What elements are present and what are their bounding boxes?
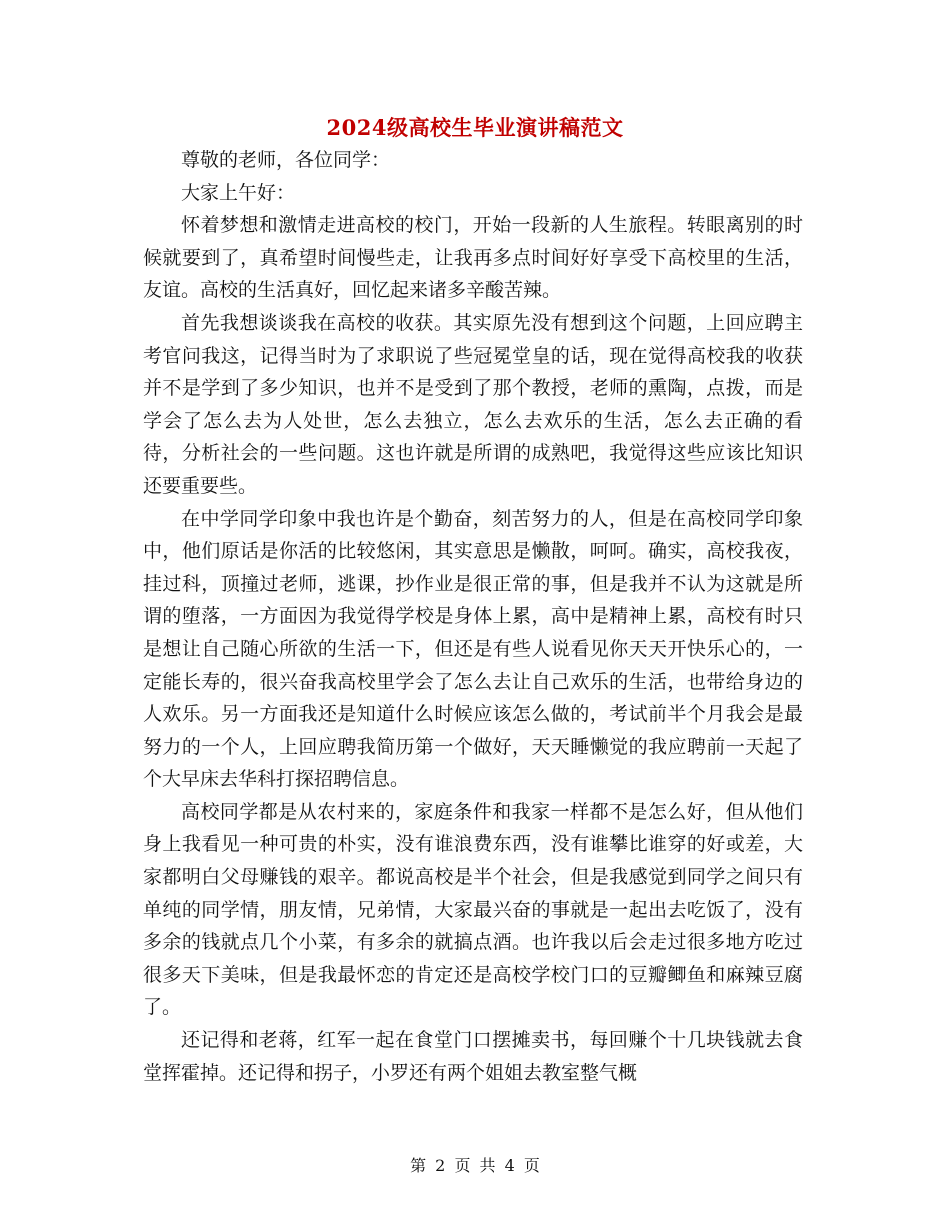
paragraph-3: 在中学同学印象中我也许是个勤奋，刻苦努力的人，但是在高校同学印象中，他们原话是你活的比较悠闲，其实意思是懒散，呵呵。确实，高校我夜，挂过科，顶撞过老师，逃课，抄作业是很正常的事，但是我并不认为这就是所谓的堕落，一方面因为我觉得学校是身体上累，高中是精神上累，高校有时只是想让自己随心所欲的生活一下，但还是有些人说看见你天天开快乐心的，一定能长寿的，很兴奋我高校里学会了怎么去让自己欢乐的生活，也带给身边的人欢乐。另一方面我还是知道什么时候应该怎么做的，考试前半个月我会是最努力的一个人，上回应聘我简历第一个做好，天天睡懒觉的我应聘前一天起了个大早床去华科打探招聘信息。: [143, 507, 803, 791]
document-body: [143, 144, 803, 1089]
salutation: 尊敬的老师，各位同学：: [181, 149, 391, 171]
paragraph-4: 高校同学都是从农村来的，家庭条件和我家一样都不是怎么好，但从他们身上我看见一种可贵的朴实，没有谁浪费东西，没有谁攀比谁穿的好或差，大家都明白父母赚钱的艰辛。都说高校是半个社会，但是我感觉到同学之间只有单纯的同学情，朋友情，兄弟情，大家最兴奋的事就是一起出去吃饭了，没有多余的钱就点几个小菜，有多余的就搞点酒。也许我以后会走过很多地方吃过很多天下美味，但是我最怀恋的肯定还是高校学校门口的豆瓣鲫鱼和麻辣豆腐了。: [143, 800, 803, 1019]
paragraph-5: 还记得和老蒋，红军一起在食堂门口摆摊卖书，每回赚个十几块钱就去食堂挥霍掉。还记得和拐子，小罗还有两个姐姐去教室整气概: [143, 1029, 803, 1084]
paragraph-2: 首先我想谈谈我在高校的收获。其实原先没有想到这个问题，上回应聘主考官问我这，记得当时为了求职说了些冠冕堂皇的话，现在觉得高校我的收获并不是学到了多少知识，也并不是受到了那个教授，老师的熏陶，点拨，而是学会了怎么去为人处世，怎么去独立，怎么去欢乐的生活，怎么去正确的看待，分析社会的一些问题。这也许就是所谓的成熟吧，我觉得这些应该比知识还要重要些。: [143, 311, 803, 497]
document-title: 2024级高校生毕业演讲稿范文: [326, 115, 624, 140]
page-number-footer: 第 2 页 共 4 页: [410, 1156, 540, 1175]
paragraph-1: 怀着梦想和激情走进高校的校门，开始一段新的人生旅程。转眼离别的时候就要到了，真希望时间慢些走，让我再多点时间好好享受下高校里的生活，友谊。高校的生活真好，回忆起来诸多辛酸苦辣。: [143, 214, 803, 302]
greeting: 大家上午好：: [181, 181, 296, 204]
